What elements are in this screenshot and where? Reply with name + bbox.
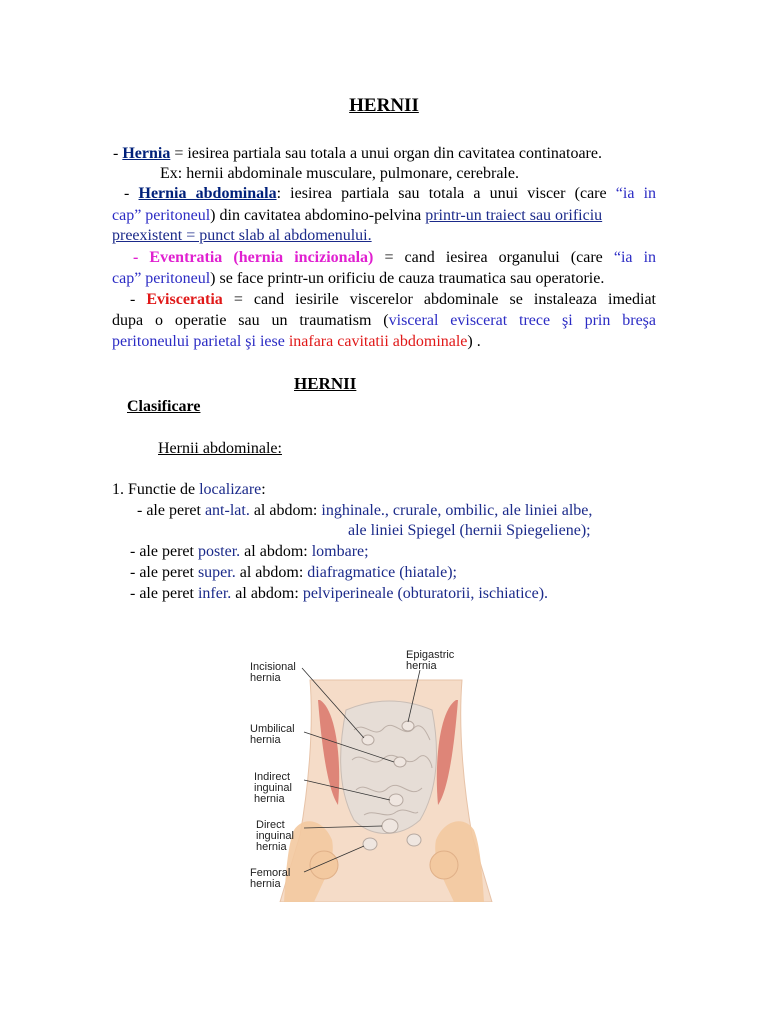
definition-text: = cand iesirile viscerelor abdominale se instaleaza imediat: [233, 291, 657, 308]
page-title: HERNII: [349, 95, 419, 116]
left-femur-head: [310, 851, 338, 879]
definition-eventratia-line2: [112, 269, 604, 289]
row-mid: al abdom:: [235, 585, 299, 602]
indirect-bulge: [389, 794, 403, 806]
definition-example: Ex: hernii abdominale musculare, pulmonare, cerebrale.: [160, 165, 519, 182]
umbilical-bulge: [394, 757, 406, 767]
dash: -: [124, 185, 130, 202]
definition-text: ) din cavitatea abdomino-pelvina: [210, 207, 422, 224]
label-epigastric: Epigastric hernia: [406, 649, 455, 672]
quote-text: cap” peritoneul: [112, 207, 211, 224]
row-position: poster.: [197, 543, 241, 560]
row-mid: al abdom:: [239, 564, 304, 581]
definition-text: = cand iesirea organului (care: [384, 249, 603, 266]
row-prefix: - ale peret: [130, 564, 194, 581]
definition-text: dupa o operatie sau un traumatism (: [112, 312, 389, 329]
term-eventratia: - Eventratia (hernia incizionala): [133, 249, 374, 266]
row-prefix: - ale peret: [137, 502, 201, 519]
term-hernia: Hernia: [122, 145, 171, 162]
definition-eventratia: [133, 248, 656, 268]
definition-hernia-abdominala-line2: [112, 206, 602, 226]
list-suffix: :: [261, 481, 266, 498]
row-prefix: - ale peret: [130, 543, 194, 560]
definition-evisceratia-line3: [112, 332, 481, 352]
right-femur-head: [430, 851, 458, 879]
list-keyword: localizare: [199, 481, 262, 498]
definition-evisceratia-line2: [112, 311, 656, 331]
highlight-text: peritoneului parietal şi iese: [112, 333, 285, 350]
row-position: infer.: [197, 585, 232, 602]
definition-evisceratia: [130, 290, 656, 310]
direct-bulge: [382, 819, 398, 833]
label-umbilical: Umbilical hernia: [250, 723, 295, 746]
section-title: HERNII: [294, 374, 357, 393]
row-position: ant-lat.: [204, 502, 250, 519]
list-row: [130, 584, 548, 604]
row-position: super.: [197, 564, 236, 581]
label-incisional: Incisional hernia: [250, 661, 296, 684]
incisional-bulge: [362, 735, 374, 745]
femoral-bulge: [363, 838, 377, 850]
intestines: [341, 701, 437, 834]
epigastric-bulge: [402, 721, 414, 731]
clasificare-heading: Clasificare: [127, 398, 201, 415]
list-row: [130, 563, 457, 583]
highlight-text: visceral eviscerat trece şi prin breşa: [388, 312, 656, 329]
quote-text: cap” peritoneul: [112, 270, 211, 287]
definition-hernia-abdominala: [124, 184, 656, 204]
row-mid: al abdom:: [253, 502, 318, 519]
definition-text: ) .: [467, 333, 481, 350]
subheading: Hernii abdominale:: [158, 440, 282, 457]
definition-hernia: [113, 144, 602, 164]
list-row: [130, 542, 369, 562]
hernia-diagram: [244, 640, 516, 902]
row-value: diafragmatice (hiatale);: [307, 564, 457, 581]
dash: -: [130, 291, 136, 308]
list-prefix: 1. Functie de: [112, 481, 196, 498]
row-mid: al abdom:: [244, 543, 308, 560]
term-hernia-abdominala: Hernia abdominala: [138, 185, 277, 202]
femoral-bulge-2: [407, 834, 421, 846]
definition-text: ) se face printr-un orificiu de cauza traumatica sau operatorie.: [210, 270, 605, 287]
quote-text: “ia in: [613, 249, 657, 266]
definition-text: = iesirea partiala sau totala a unui organ din cavitatea continatoare.: [174, 145, 602, 162]
label-femoral: Femoral hernia: [250, 867, 291, 890]
label-direct: Direct inguinal hernia: [256, 819, 294, 853]
dash: -: [113, 145, 119, 162]
list-row: [137, 501, 592, 521]
row-value: lombare;: [311, 543, 369, 560]
list-item-1: [112, 480, 266, 500]
label-indirect: Indirect inguinal hernia: [254, 771, 292, 805]
list-row: ale liniei Spiegel (hernii Spiegeliene);: [348, 522, 591, 539]
quote-text: “ia in: [615, 185, 657, 202]
highlight-red-text: inafara cavitatii abdominale: [288, 333, 468, 350]
row-prefix: - ale peret: [130, 585, 194, 602]
definition-text: : iesirea partiala sau totala a unui viscer (care: [276, 185, 607, 202]
row-value: pelviperineale (obturatorii, ischiatice).: [302, 585, 549, 602]
underlined-text: printr-un traiect sau orificiu: [425, 207, 603, 224]
term-evisceratia: Evisceratia: [146, 291, 223, 308]
row-value: inghinale., crurale, ombilic, ale liniei albe,: [321, 502, 593, 519]
definition-hernia-abdominala-line3: preexistent = punct slab al abdomenului.: [112, 227, 372, 244]
